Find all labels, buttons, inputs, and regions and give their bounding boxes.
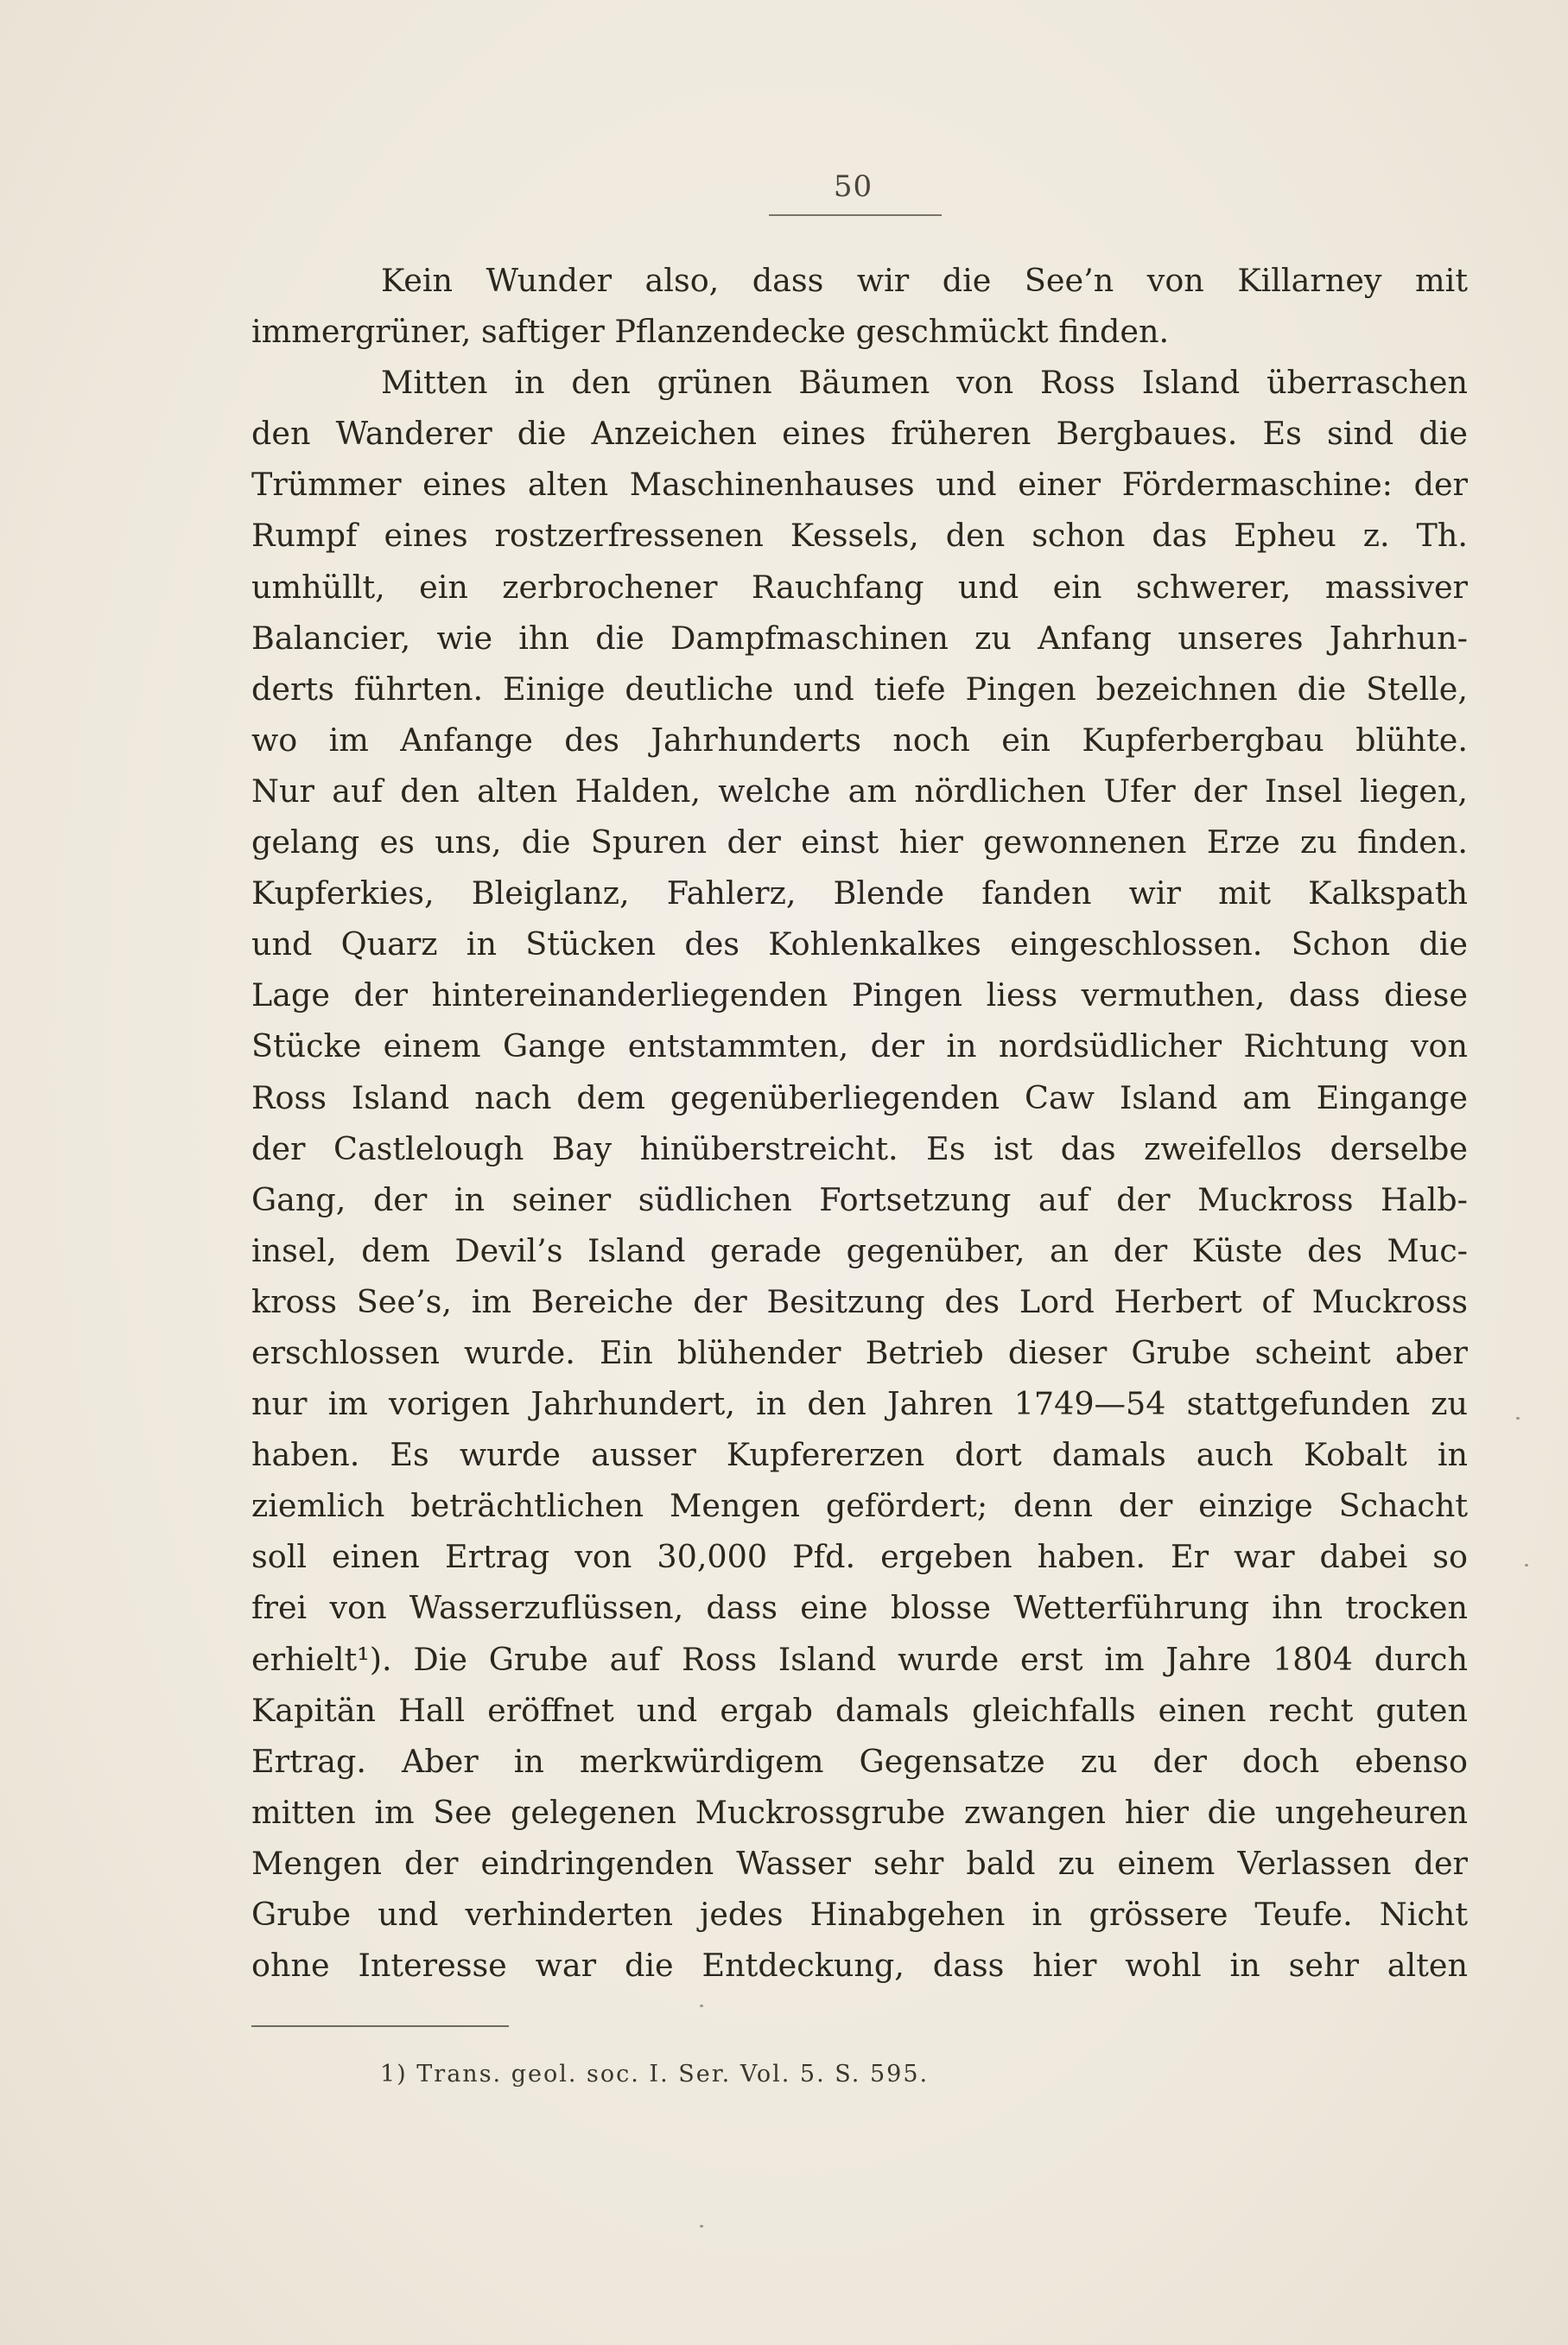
text-line: umhüllt, ein zerbrochener Rauchfang und ein schwerer, massiver [251,568,1468,606]
footnote-rule [251,2025,509,2027]
text-line: erhielt¹). Die Grube auf Ross Island wurde erst im Jahre 1804 durch [251,1640,1468,1678]
text-line: Ertrag. Aber in merkwürdigem Gegensatze zu der doch ebenso [251,1742,1468,1780]
text-line: Kapitän Hall eröffnet und ergab damals gleichfalls einen recht guten [251,1691,1468,1729]
paper-speck [700,2005,703,2007]
text-line: der Castlelough Bay hinüberstreicht. Es ist das zweifellos derselbe [251,1129,1468,1167]
paper-speck [700,2225,703,2227]
page-number-rule [769,214,942,216]
text-line: Ross Island nach dem gegenüberliegenden Caw Island am Eingange [251,1078,1468,1116]
text-line: erschlossen wurde. Ein blühender Betrieb dieser Grube scheint aber [251,1333,1468,1371]
text-line: nur im vorigen Jahrhundert, in den Jahren 1749—54 stattgefunden zu [251,1385,1468,1423]
text-line: Gang, der in seiner südlichen Fortsetzung auf der Muckross Halb- [251,1180,1468,1218]
text-line: Nur auf den alten Halden, welche am nördlichen Ufer der Insel liegen, [251,772,1468,810]
text-line: Grube und verhinderten jedes Hinabgehen in grössere Teufe. Nicht [251,1896,1468,1933]
text-line: Stücke einem Gange entstammten, der in nordsüdlicher Richtung von [251,1027,1468,1065]
text-line: haben. Es wurde ausser Kupfererzen dort damals auch Kobalt in [251,1436,1468,1474]
text-line: soll einen Ertrag von 30,000 Pfd. ergeben haben. Er war dabei so [251,1538,1468,1576]
text-line: Kein Wunder also, dass wir die See’n von Killarney mit [381,262,1468,299]
text-line: mitten im See gelegenen Muckrossgrube zwangen hier die ungeheuren [251,1793,1468,1831]
text-line: Kupferkies, Bleiglanz, Fahlerz, Blende fanden wir mit Kalkspath [251,874,1468,912]
text-line: Balancier, wie ihn die Dampfmaschinen zu Anfang unseres Jahrhun- [251,619,1468,657]
body-text [251,255,1468,1991]
text-line: kross See’s, im Bereiche der Besitzung des Lord Herbert of Muckross [251,1282,1468,1320]
text-line: wo im Anfange des Jahrhunderts noch ein Kupferbergbau blühte. [251,721,1468,759]
text-line: frei von Wasserzuflüssen, dass eine blosse Wetterführung ihn trocken [251,1589,1468,1627]
text-line: immergrüner, saftiger Pflanzendecke geschmückt finden. [251,313,1170,351]
text-line: gelang es uns, die Spuren der einst hier gewonnenen Erze zu finden. [251,823,1468,861]
footnote: 1) Trans. geol. soc. I. Ser. Vol. 5. S. 595. [380,2061,930,2088]
text-line: ohne Interesse war die Entdeckung, dass hier wohl in sehr alten [251,1947,1468,1985]
text-line: derts führten. Einige deutliche und tiefe Pingen bezeichnen die Stelle, [251,670,1468,708]
text-line: ziemlich beträchtlichen Mengen gefördert; denn der einzige Schacht [251,1487,1468,1525]
page-number: 50 [833,169,873,204]
paper-speck [1525,1564,1528,1567]
text-line: und Quarz in Stücken des Kohlenkalkes eingeschlossen. Schon die [251,925,1468,963]
text-line: Lage der hintereinanderliegenden Pingen liess vermuthen, dass diese [251,976,1468,1014]
text-line: Mitten in den grünen Bäumen von Ross Island überraschen [381,364,1468,402]
text-line: insel, dem Devil’s Island gerade gegenüber, an der Küste des Muc- [251,1231,1468,1269]
text-line: Trümmer eines alten Maschinenhauses und einer Fördermaschine: der [251,466,1468,504]
text-line: den Wanderer die Anzeichen eines früheren Bergbaues. Es sind die [251,415,1468,453]
text-line: Rumpf eines rostzerfressenen Kessels, den schon das Epheu z. Th. [251,517,1468,555]
text-line: Mengen der eindringenden Wasser sehr bald zu einem Verlassen der [251,1844,1468,1882]
paper-speck [1516,1417,1520,1420]
